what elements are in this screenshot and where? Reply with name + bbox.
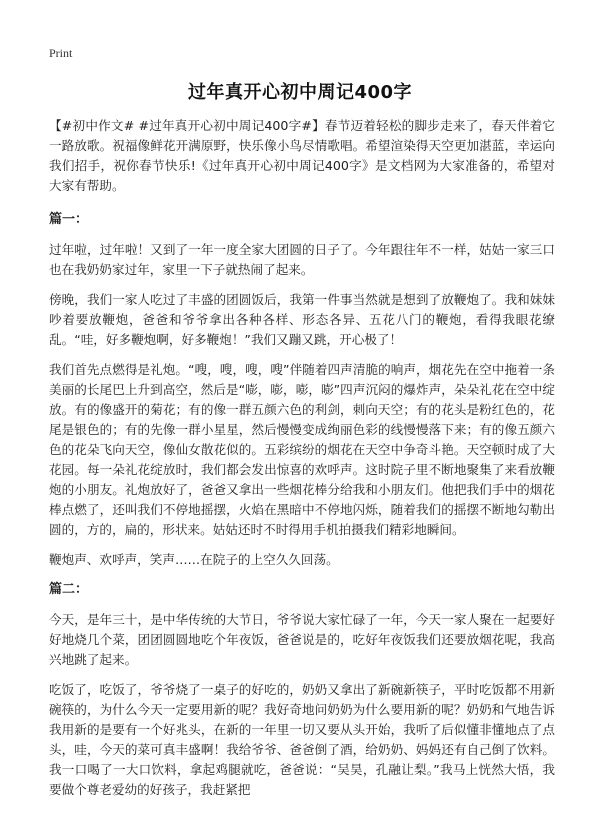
article-body [49, 116, 555, 810]
paragraph: 吃饭了，吃饭了，爷爷烧了一桌子的好吃的，奶奶又拿出了新碗新筷子，平时吃饭都不用新碗筷的，为什么今天一定要用新的呢？我好奇地问奶奶为什么要用新的呢？奶奶和气地告诉我用新的是要有一个好兆头，在新的一年里一切又要从头开始，我听了后似懂非懂地点了点头，哇，今天的菜可真丰盛啊！我给爷爷、爸爸倒了酒，给奶奶、妈妈还有自己倒了饮料。我一口喝了一大口饮料，拿起鸡腿就吃，爸爸说：“吴昊，孔融让梨。”我马上恍然大悟，我要做个尊老爱幼的好孩子，我赶紧把 [49, 682, 555, 797]
section-heading-2: 篇二： [49, 582, 89, 597]
intro-paragraph: 【#初中作文# #过年真开心初中周记400字#】春节迈着轻松的脚步走来了，春天伴着它一路放歌。祝福像鲜花开满原野，快乐像小鸟尽情歌唱。希望渲染得天空更加湛蓝，幸运向我们招手，祝你春节快乐!《过年真开心初中周记400字》是文档网为大家准备的，希望对大家有帮助。 [49, 118, 555, 193]
page-title: 过年真开心初中周记400字 [187, 82, 413, 103]
print-label[interactable]: Print [49, 46, 73, 60]
paragraph: 过年啦，过年啦！又到了一年一度全家大团圆的日子了。今年跟往年不一样，姑姑一家三口也在我奶奶家过年，家里一下子就热闹了起来。 [49, 242, 555, 277]
section-heading-1: 篇一： [49, 212, 89, 227]
paragraph: 鞭炮声、欢呼声，笑声……在院子的上空久久回荡。 [49, 552, 339, 567]
paragraph: 傍晚，我们一家人吃过了丰盛的团圆饭后，我第一件事当然就是想到了放鞭炮了。我和妹妹吵着要放鞭炮，爸爸和爷爷拿出各种各样、形态各异、五花八门的鞭炮，看得我眼花缭乱。“哇，好多鞭炮啊，好多鞭炮！”我们又蹦又跳，开心极了！ [49, 292, 555, 347]
paragraph: 今天，是年三十，是中华传统的大节日，爷爷说大家忙碌了一年，今天一家人聚在一起要好好地烧几个菜，团团圆圆地吃个年夜饭，爸爸说是的，吃好年夜饭我们还要放烟花呢，我高兴地跳了起来。 [49, 612, 555, 667]
paragraph: 我们首先点燃得是礼炮。“嗖，嗖，嗖，嗖”伴随着四声清脆的响声，烟花先在空中拖着一条美丽的长尾巴上升到高空，然后是“嘭，嘭，嘭，嘭”四声沉闷的爆炸声，朵朵礼花在空中绽放。有的像盛开的菊花；有的像一群五颜六色的利剑，刺向天空；有的花头是粉红色的，花尾是银色的；有的先像一群小星星，然后慢慢变成绚丽色彩的线慢慢落下来；有的像五颜六色的花朵飞向天空，像仙女散花似的。五彩缤纷的烟花在天空中争奇斗艳。天空顿时成了大花园。每一朵礼花绽放时，我们都会发出惊喜的欢呼声。这时院子里不断地聚集了来看放鞭炮的小朋友。礼炮放好了，爸爸又拿出一些烟花棒分给我和小朋友们。他把我们手中的烟花棒点燃了，还叫我们不停地摇摆，火焰在黑暗中不停地闪烁，随着我们的摇摆不断地勾勒出圆的，方的，扁的，形状来。姑姑还时不时得用手机拍摄我们精彩地瞬间。 [49, 362, 555, 537]
